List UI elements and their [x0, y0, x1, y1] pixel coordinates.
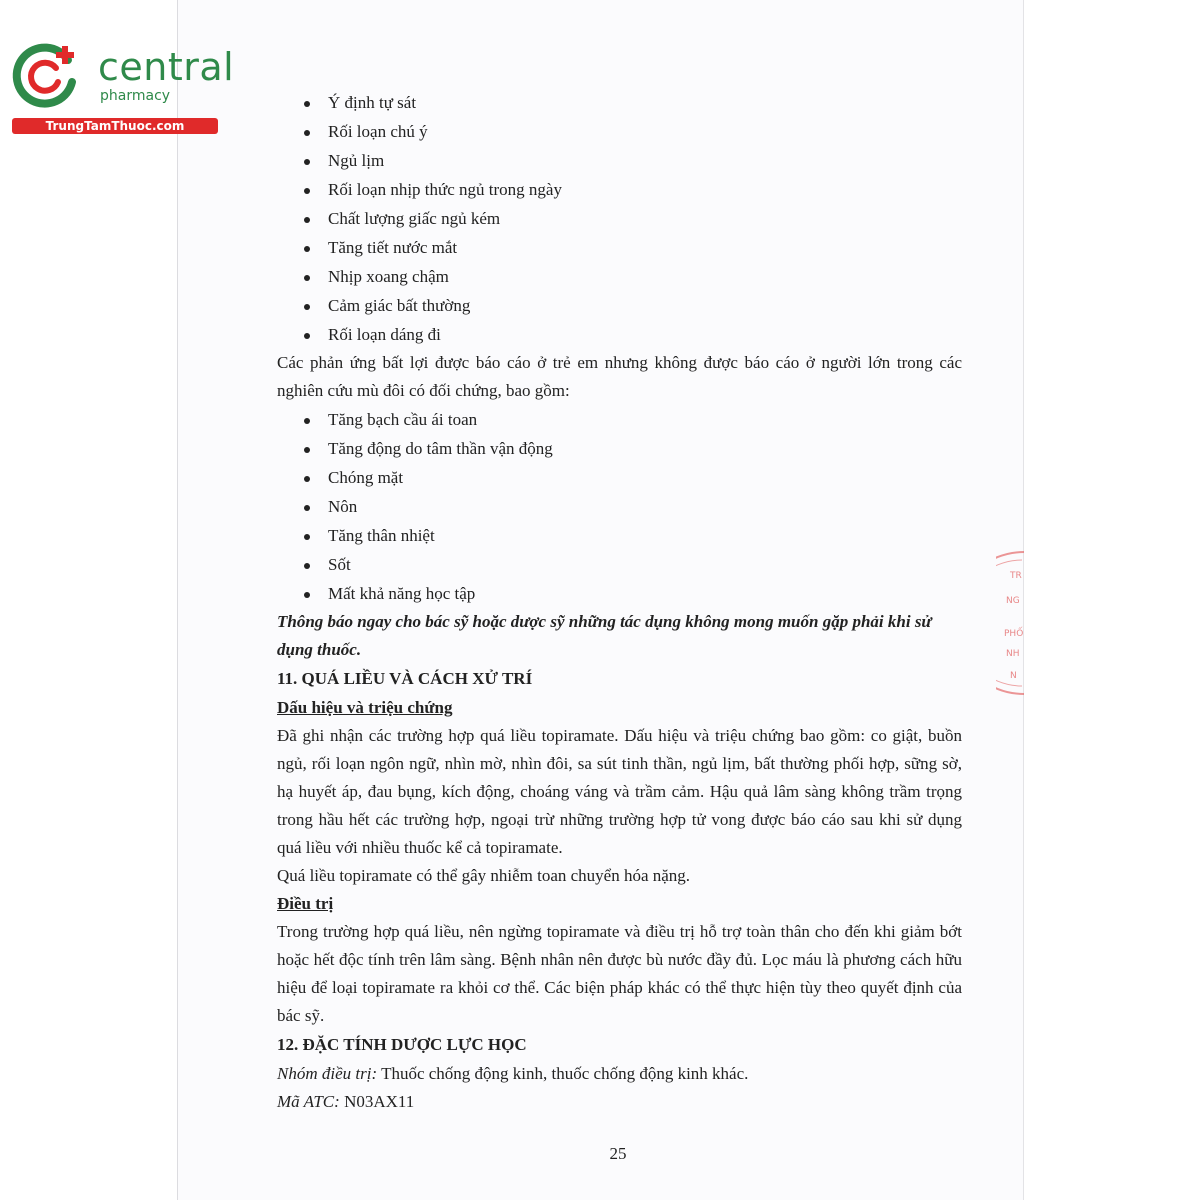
pediatric-effects-list: [277, 405, 962, 608]
list-item: Rối loạn nhịp thức ngủ trong ngày: [277, 175, 962, 204]
list-item: Mất khả năng học tập: [277, 579, 962, 608]
list-item: Sốt: [277, 550, 962, 579]
adverse-effects-list: [277, 88, 962, 349]
svg-text:TR: TR: [1010, 571, 1022, 581]
therapeutic-group-value: Thuốc chống động kinh, thuốc chống động kinh khác.: [381, 1064, 749, 1083]
section-12-title: 12. ĐẶC TÍNH DƯỢC LỰC HỌC: [277, 1035, 527, 1054]
list-item: Tăng thân nhiệt: [277, 521, 962, 550]
list-item: Rối loạn chú ý: [277, 117, 962, 146]
list-item: Tăng tiết nước mắt: [277, 233, 962, 262]
treatment-heading: Điều trị: [277, 894, 334, 913]
atc-code: [277, 1088, 962, 1116]
list-item: Rối loạn dáng đi: [277, 320, 962, 349]
logo-subtitle: pharmacy: [100, 88, 171, 104]
list-item: Ngủ lịm: [277, 146, 962, 175]
logo-brand-name: central: [98, 45, 235, 89]
therapeutic-group: [277, 1060, 962, 1088]
atc-code-value: N03AX11: [344, 1092, 415, 1111]
list-item: Ý định tự sát: [277, 88, 962, 117]
list-item: Chóng mặt: [277, 463, 962, 492]
central-pharmacy-logo[interactable]: [10, 38, 235, 138]
logo-website-banner: TrungTamThuoc.com: [12, 118, 218, 134]
pediatric-intro-paragraph: Các phản ứng bất lợi được báo cáo ở trẻ em nhưng không được báo cáo ở người lớn trong các nghiên cứu mù đôi có đối chứng, bao gồm:: [277, 353, 962, 400]
list-item: Nhịp xoang chậm: [277, 262, 962, 291]
pharmacy-cross-logo-icon: [10, 38, 82, 110]
acidosis-paragraph: Quá liều topiramate có thể gây nhiễm toan chuyển hóa nặng.: [277, 866, 691, 885]
list-item: Tăng bạch cầu ái toan: [277, 405, 962, 434]
list-item: Chất lượng giấc ngủ kém: [277, 204, 962, 233]
list-item: Tăng động do tâm thần vận động: [277, 434, 962, 463]
list-item: Nôn: [277, 492, 962, 521]
page-content: [277, 88, 962, 1116]
section-11-title: 11. QUÁ LIỀU VÀ CÁCH XỬ TRÍ: [277, 669, 533, 688]
warning-notice: Thông báo ngay cho bác sỹ hoặc dược sỹ những tác dụng không mong muốn gặp phải khi sử dụng thuốc.: [277, 612, 932, 659]
treatment-paragraph: Trong trường hợp quá liều, nên ngừng topiramate và điều trị hỗ trợ toàn thân cho đến khi giảm bớt hoặc hết độc tính trên lâm sàng. Bệnh nhân nên được bù nước đầy đủ. Lọc máu là phương cách hữu hiệu để loại topiramate ra khỏi cơ thể. Các biện pháp khác có thể thực hiện tùy theo quyết định của bác sỹ.: [277, 922, 962, 1025]
atc-code-label: Mã ATC:: [277, 1092, 340, 1111]
signs-paragraph: Đã ghi nhận các trường hợp quá liều topiramate. Dấu hiệu và triệu chứng bao gồm: co giật, buồn ngủ, rối loạn ngôn ngữ, nhìn mờ, nhìn đôi, sa sút tinh thần, ngủ lịm, bất thường phối hợp, sững sờ, hạ huyết áp, đau bụng, kích động, choáng váng và trầm cảm. Hậu quả lâm sàng không trầm trọng trong hầu hết các trường hợp, ngoại trừ những trường hợp tử vong được báo cáo sau khi sử dụng quá liều với nhiều thuốc kể cả topiramate.: [277, 726, 962, 857]
therapeutic-group-label: Nhóm điều trị:: [277, 1064, 378, 1083]
svg-text:PHỐ: PHỐ: [1004, 629, 1024, 639]
signs-heading: Dấu hiệu và triệu chứng: [277, 698, 453, 717]
svg-text:NG: NG: [1006, 596, 1020, 606]
svg-text:N: N: [1010, 671, 1017, 681]
page-number: 25: [609, 1144, 627, 1163]
red-seal-stamp-icon: [996, 548, 1026, 698]
list-item: Cảm giác bất thường: [277, 291, 962, 320]
svg-text:NH: NH: [1006, 649, 1020, 659]
